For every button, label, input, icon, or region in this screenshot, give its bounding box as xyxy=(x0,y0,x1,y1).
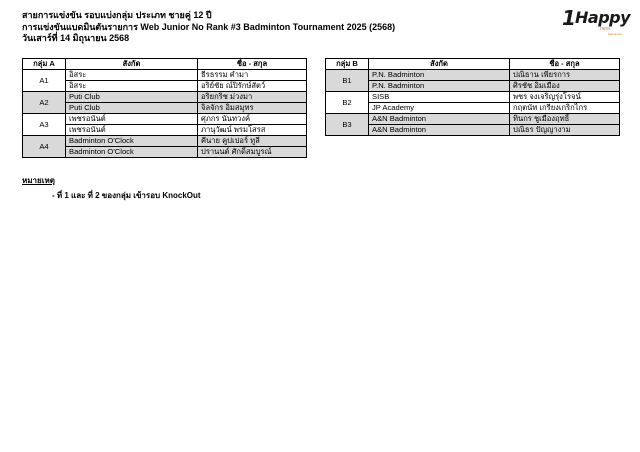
table-row xyxy=(23,114,307,125)
group-label: A2 xyxy=(23,92,66,114)
group-a-table xyxy=(22,58,307,158)
header-group: กลุ่ม A xyxy=(23,59,66,70)
player-cell: กฤตนัท เกรียงเกริกไกร xyxy=(510,103,620,114)
club-cell: A&N Badminton xyxy=(369,114,510,125)
club-cell: เพชรอนันต์ xyxy=(66,125,198,136)
table-row xyxy=(326,125,620,136)
header-name: ชื่อ - สกุล xyxy=(510,59,620,70)
player-cell: ธีรธรรม คำมา xyxy=(198,70,307,81)
remarks-line: - ที่ 1 และ ที่ 2 ของกลุ่ม เข้ารอบ KnockOut xyxy=(52,191,201,200)
club-cell: อิสระ xyxy=(66,81,198,92)
table-row xyxy=(23,136,307,147)
group-label: A4 xyxy=(23,136,66,158)
logo-word: Happy xyxy=(575,8,631,27)
table-row xyxy=(326,103,620,114)
table-header-row xyxy=(326,59,620,70)
table-row xyxy=(23,70,307,81)
remarks-title: หมายเหตุ xyxy=(22,176,55,185)
club-cell: Puti Club xyxy=(66,103,198,114)
club-cell: A&N Badminton xyxy=(369,125,510,136)
group-label: B3 xyxy=(326,114,369,136)
header-tournament: การแข่งขันแบดมินตันรายการ Web Junior No Rank #3 Badminton Tournament 2025 (2568) xyxy=(22,21,396,32)
player-cell: ปณิธาน เพียรการ xyxy=(510,70,620,81)
club-cell: Puti Club xyxy=(66,92,198,103)
document-header xyxy=(22,10,395,45)
player-cell: ศุภกร นันทวงค์ xyxy=(198,114,307,125)
club-cell: เพชรอนันต์ xyxy=(66,114,198,125)
group-label: B1 xyxy=(326,70,369,92)
table-header-row xyxy=(23,59,307,70)
group-label: B2 xyxy=(326,92,369,114)
player-cell: ปณิธร ปัญญางาม xyxy=(510,125,620,136)
header-club: สังกัด xyxy=(369,59,510,70)
player-cell: ภานุวัฒน์ พรมโสรส xyxy=(198,125,307,136)
player-cell: ทินกร ชูเมืองฤทธิ์ xyxy=(510,114,620,125)
logo-digit: 1 xyxy=(562,6,576,30)
header-name: ชื่อ - สกุล xyxy=(198,59,307,70)
table-row xyxy=(23,81,307,92)
header-club: สังกัด xyxy=(66,59,198,70)
table-row xyxy=(23,125,307,136)
table-row xyxy=(326,70,620,81)
table-row xyxy=(326,92,620,103)
logo-sub2: badminton xyxy=(608,32,623,36)
table-row xyxy=(326,114,620,125)
player-cell: อริยกริช ม่วงมา xyxy=(198,92,307,103)
table-row xyxy=(23,147,307,158)
club-cell: อิสระ xyxy=(66,70,198,81)
header-title: สายการแข่งขัน รอบแบ่งกลุ่ม ประเภท ชายคู่ 12 ปี xyxy=(22,10,212,20)
player-cell: พชร จงเจริญรุ่งโรจน์ xyxy=(510,92,620,103)
player-cell: ปรานนต์ ศักดิ์สมบูรณ์ xyxy=(198,147,307,158)
club-cell: P.N. Badminton xyxy=(369,70,510,81)
player-cell: อริย์ชัย ณ์ปิรักษ์สัตว์ xyxy=(198,81,307,92)
club-cell: Badminton O'Clock xyxy=(66,136,198,147)
table-row xyxy=(326,81,620,92)
club-cell: P.N. Badminton xyxy=(369,81,510,92)
club-cell: JP Academy xyxy=(369,103,510,114)
happyness-logo xyxy=(562,4,631,38)
header-date: วันเสาร์ที่ 14 มิถุนายน 2568 xyxy=(22,33,130,43)
table-row xyxy=(23,92,307,103)
player-cell: คีนาย คูปเปอร์ ทูลี xyxy=(198,136,307,147)
group-label: A1 xyxy=(23,70,66,92)
player-cell: ศิรชัช อิ่มเมือง xyxy=(510,81,620,92)
table-row xyxy=(23,103,307,114)
group-label: A3 xyxy=(23,114,66,136)
header-group: กลุ่ม B xyxy=(326,59,369,70)
group-b-table xyxy=(325,58,620,136)
club-cell: SISB xyxy=(369,92,510,103)
player-cell: จิลจักร อิ่มสมุทร xyxy=(198,103,307,114)
club-cell: Badminton O'Clock xyxy=(66,147,198,158)
logo-sub: ness xyxy=(600,26,611,32)
remarks xyxy=(22,174,201,202)
